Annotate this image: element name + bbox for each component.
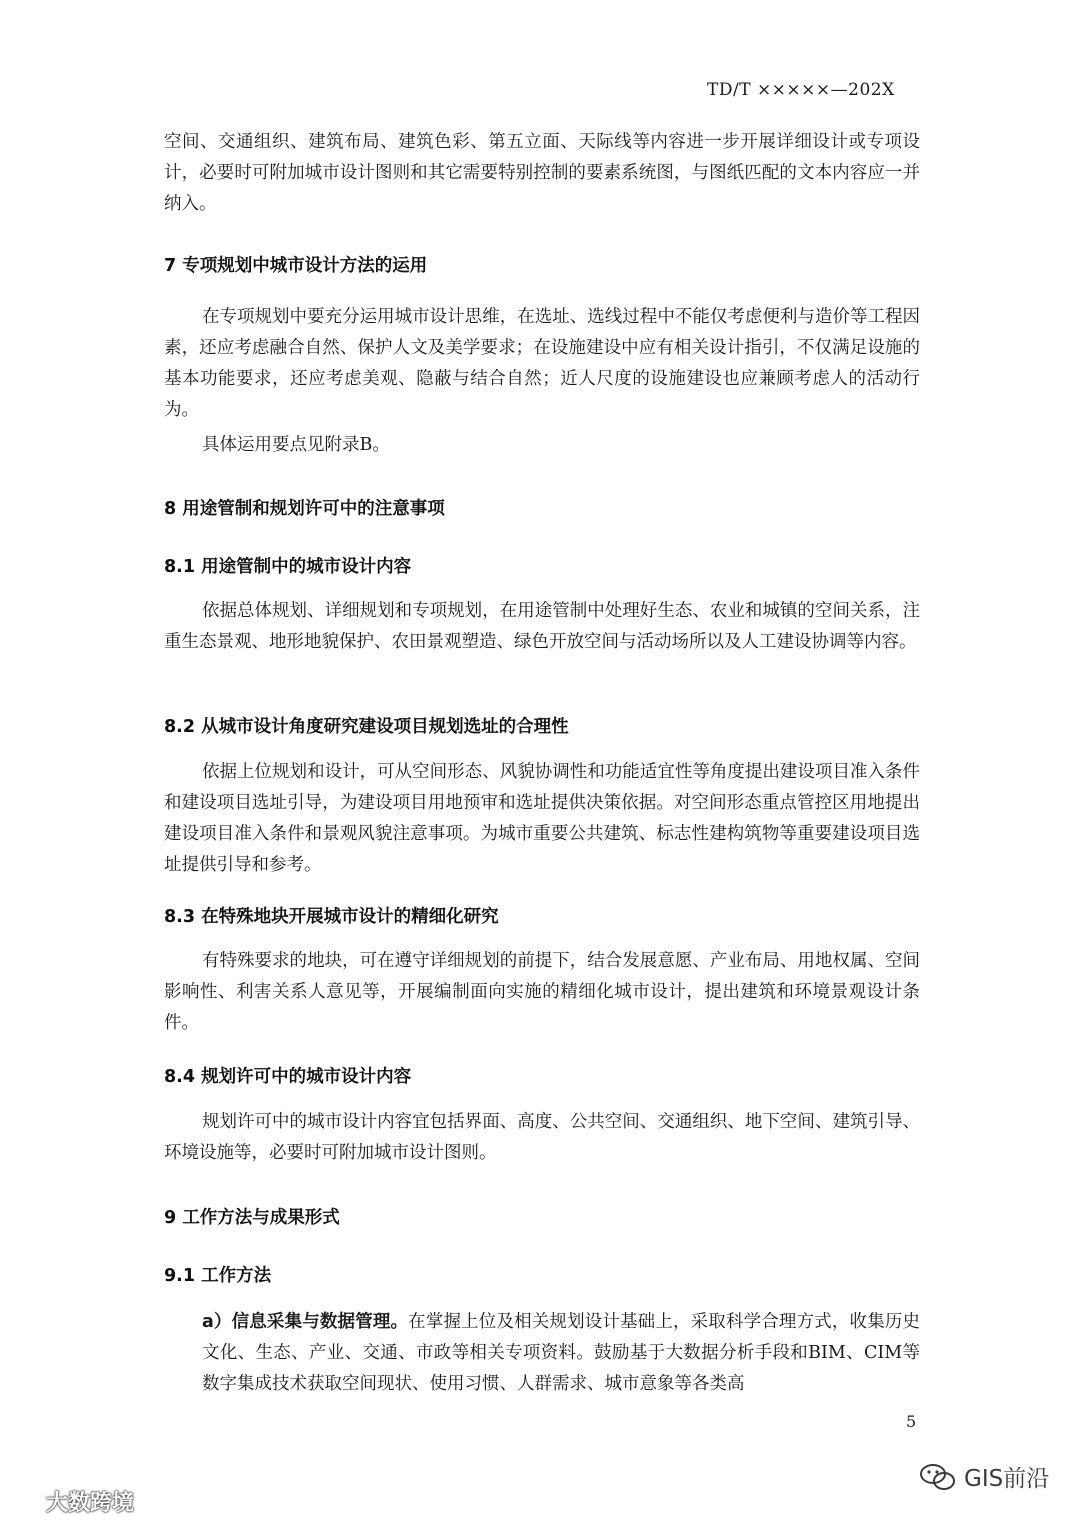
- watermark-left-text: 大数跨境: [46, 1491, 135, 1516]
- paragraph-7-2: 具体运用要点见附录B。: [202, 435, 390, 455]
- watermark-right: [918, 1460, 1049, 1493]
- watermark-left: [6, 1486, 134, 1517]
- section-heading-9-1: 9.1 工作方法: [164, 1266, 272, 1286]
- paragraph-8-3: 有特殊要求的地块，可在遵守详细规划的前提下，结合发展意愿、产业布局、用地权属、空间影响性、利害关系人意见等，开展编制面向实施的精细化城市设计，提出建筑和环境景观设计条件。: [164, 951, 920, 1033]
- page-number: 5: [906, 1412, 917, 1431]
- wechat-logo-icon: [918, 1462, 958, 1492]
- paragraph-8-4: 规划许可中的城市设计内容宜包括界面、高度、公共空间、交通组织、地下空间、建筑引导、环境设施等，必要时可附加城市设计图则。: [164, 1112, 920, 1163]
- section-heading-8-3: 8.3 在特殊地块开展城市设计的精细化研究: [164, 907, 499, 927]
- paragraph-continuation: 空间、交通组织、建筑布局、建筑色彩、第五立面、天际线等内容进一步开展详细设计或专项设计，必要时可附加城市设计图则和其它需要特别控制的要素系统图，与图纸匹配的文本内容应一并纳入。: [164, 132, 920, 214]
- watermark-right-text: GIS前沿: [964, 1466, 1050, 1492]
- section-heading-9: 9 工作方法与成果形式: [164, 1208, 340, 1228]
- section-heading-8: 8 用途管制和规划许可中的注意事项: [164, 499, 445, 519]
- paragraph-8-2: 依据上位规划和设计，可从空间形态、风貌协调性和功能适宜性等角度提出建设项目准入条件和建设项目选址引导，为建设项目用地预审和选址提供决策依据。对空间形态重点管控区用地提出建设项目准入条件和景观风貌注意事项。为城市重要公共建筑、标志性建构筑物等重要建设项目选址提供引导和参考。: [164, 762, 920, 875]
- paragraph-8-1: 依据总体规划、详细规划和专项规划，在用途管制中处理好生态、农业和城镇的空间关系，注重生态景观、地形地貌保护、农田景观塑造、绿色开放空间与活动场所以及人工建设协调等内容。: [164, 601, 920, 652]
- item-a-text: 在掌握上位及相关规划设计基础上，采取科学合理方式，收集历史文化、生态、产业、交通、市政等相关专项资料。鼓励基于大数据分析手段和BIM、CIM等数字集成技术获取空间现状、使用习惯、人群需求、城市意象等各类高: [202, 1312, 921, 1394]
- document-code-header: TD/T ×××××—202X: [707, 80, 895, 100]
- paragraph-7-1: 在专项规划中要充分运用城市设计思维，在选址、选线过程中不能仅考虑便利与造价等工程因素，还应考虑融合自然、保护人文及美学要求；在设施建设中应有相关设计指引，不仅满足设施的基本功能要求，还应考虑美观、隐蔽与结合自然；近人尺度的设施建设也应兼顾考虑人的活动行为。: [164, 307, 920, 420]
- item-a-bold-lead: a）信息采集与数据管理。: [202, 1312, 409, 1332]
- paragraph-9-1-a: [164, 1307, 920, 1400]
- section-heading-8-1: 8.1 用途管制中的城市设计内容: [164, 557, 412, 577]
- section-heading-8-2: 8.2 从城市设计角度研究建设项目规划选址的合理性: [164, 717, 569, 737]
- chat-bubble-logo-icon: [6, 1491, 40, 1513]
- section-heading-7: 7 专项规划中城市设计方法的运用: [164, 256, 428, 276]
- section-heading-8-4: 8.4 规划许可中的城市设计内容: [164, 1067, 412, 1087]
